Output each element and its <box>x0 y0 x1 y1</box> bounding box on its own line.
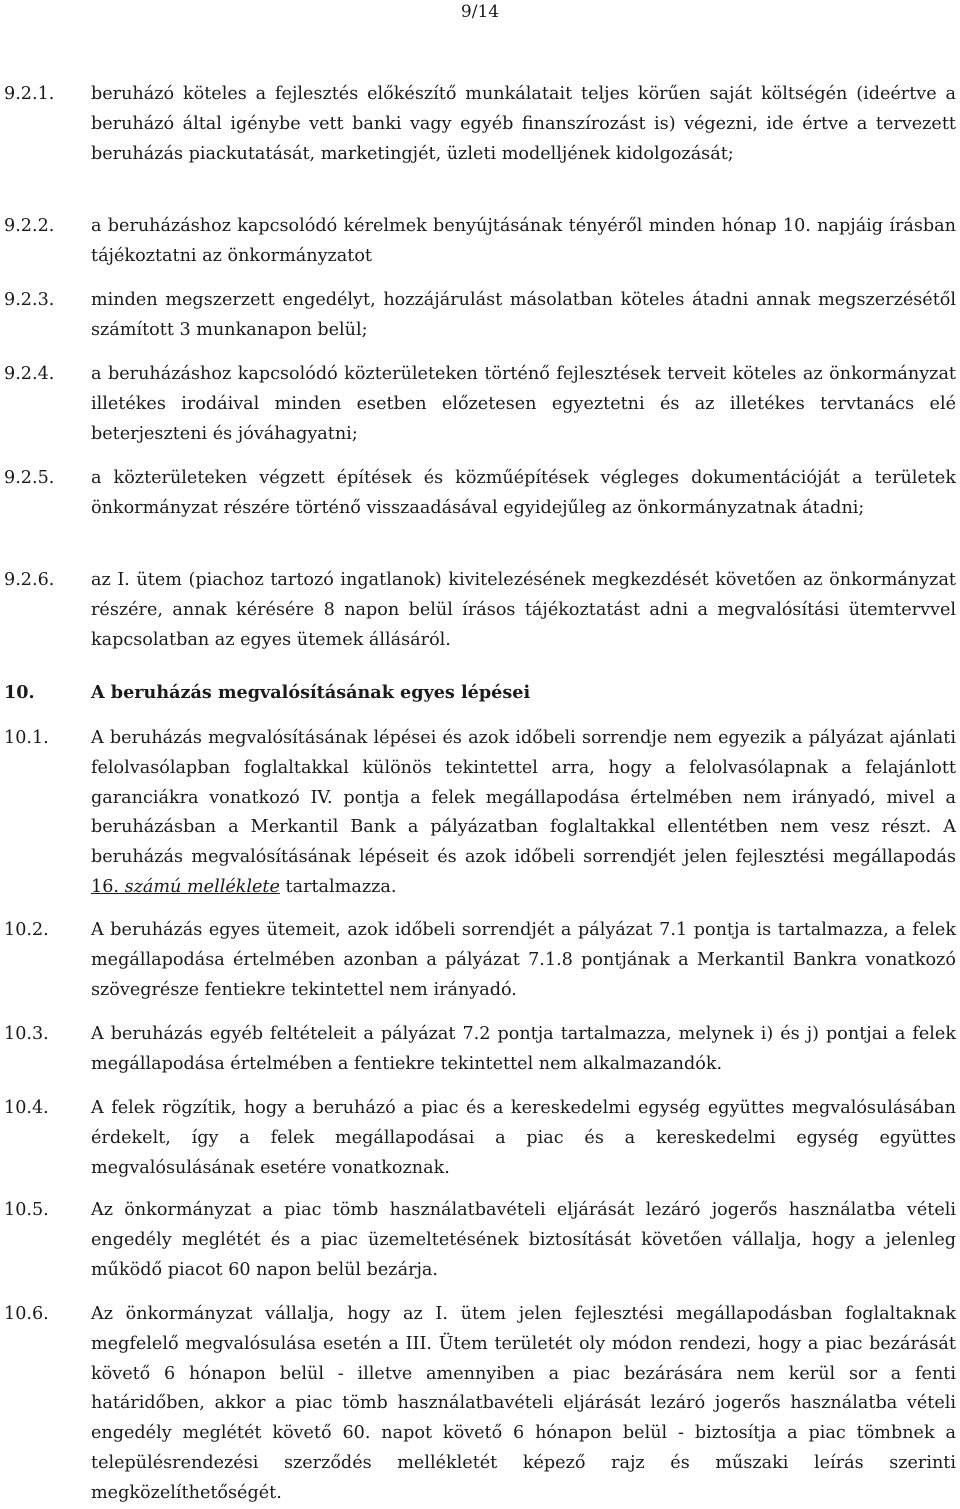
clause-text: a közterületeken végzett építések és közműépítések végleges dokumentációját a területek önkormányzat részére történő visszaadásával egyidejűleg az önkormányzatnak átadni; <box>91 468 956 518</box>
clause-number: 10.3. <box>4 1024 49 1044</box>
clause-number: 10.1. <box>4 728 49 748</box>
clause-text: A beruházás egyes ütemeit, azok időbeli sorrendjét a pályázat 7.1 pontja is tartalmazza, a felek megállapodása értelmében azonban a pályázat 7.1.8 pontjának a Merkantil Bankra vonatkozó szövegrésze fentiekre tekintettel nem irányadó. <box>91 920 956 1000</box>
clause-number: 9.2.4. <box>4 364 55 384</box>
clause-text: az I. ütem (piachoz tartozó ingatlanok) kivitelezésének megkezdését követően az önkormányzat részére, annak kérésére 8 napon belül írásos tájékoztatást adni a megvalósítási ütemtervvel kapcsolatban az egyes ütemek állásáról. <box>91 570 956 650</box>
clause-text-after: tartalmazza. <box>279 876 397 897</box>
section-title: A beruházás megvalósításának egyes lépései <box>91 682 531 703</box>
clause-number: 10.2. <box>4 920 49 940</box>
clause-number: 10.6. <box>4 1304 49 1324</box>
clause-text: a beruházáshoz kapcsolódó kérelmek benyújtásának tényéről minden hónap 10. napjáig írásban tájékoztatni az önkormányzatot <box>91 216 956 266</box>
annex-link-text[interactable]: számú melléklete <box>124 876 280 897</box>
page-number: 9/14 <box>460 2 500 22</box>
clause-number: 10.5. <box>4 1200 49 1220</box>
clause-number: 9.2.6. <box>4 570 55 590</box>
clause-text: a beruházáshoz kapcsolódó közterületeken történő fejlesztések terveit köteles az önkormányzat illetékes irodáival minden esetben előzetesen egyeztetni és az illetékes tervtanács elé beterjeszteni és jóváhagyatni; <box>91 364 956 444</box>
clause-text: A felek rögzítik, hogy a beruházó a piac és a kereskedelmi egység együttes megvalósulásában érdekelt, így a felek megállapodásai a piac és a kereskedelmi egység együttes megvalósulásának esetére vonatkoznak. <box>91 1098 956 1178</box>
clause-text-before: A beruházás megvalósításának lépései és azok időbeli sorrendje nem egyezik a pályázat ajánlati felolvasólapban foglaltakkal különös tekintettel arra, hogy a felolvasólapnak a felajánlott garanciákra vonatkozó IV. pontja a felek megállapodása értelmében nem irányadó, mivel a beruházásban a Merkantil Bank a pályázatban foglaltakkal ellentétben nem vesz részt. A beruházás megvalósításának lépéseit és azok időbeli sorrendjét jelen fejlesztési megállapodás <box>91 728 956 868</box>
clause-number: 9.2.2. <box>4 216 55 236</box>
annex-link-number[interactable]: 16. <box>91 876 119 897</box>
clause-number: 9.2.3. <box>4 290 55 310</box>
clause-number: 9.2.5. <box>4 468 55 488</box>
clause-number: 10.4. <box>4 1098 49 1118</box>
clause-text: beruházó köteles a fejlesztés előkészítő munkálatait teljes körűen saját költségén (ideértve a beruházó által igénybe vett banki vagy egyéb finanszírozást is) végezni, ide értve a tervezett beruházás piackutatását, marketingjét, üzleti modelljének kidolgozását; <box>91 84 956 164</box>
clause-number: 9.2.1. <box>4 84 55 104</box>
clause-text: A beruházás egyéb feltételeit a pályázat 7.2 pontja tartalmazza, melynek i) és j) pontjai a felek megállapodása értelmében a fentiekre tekintettel nem alkalmazandók. <box>91 1024 956 1074</box>
clause-text: Az önkormányzat vállalja, hogy az I. ütem jelen fejlesztési megállapodásban foglaltaknak megfelelő megvalósulása esetén a III. Ütem területét oly módon rendezi, hogy a piac bezárását követő 6 hónapon belül - illetve amennyiben a piac bezárására nem kerül sor a fenti határidőben, akkor a piac tömb használatbavételi eljárását lezáró jogerős használatba vételi engedély meglétét követő 60. napot követő 6 hónapon belül - biztosítja a piac tömbnek a településrendezési szerződés mellékletét képező rajz és műszaki leírás szerinti megközelíthetőségét. <box>91 1304 956 1503</box>
clause-text <box>91 724 956 903</box>
clause-text: minden megszerzett engedélyt, hozzájárulást másolatban köteles átadni annak megszerzésétől számított 3 munkanapon belül; <box>91 290 956 340</box>
section-number: 10. <box>4 682 35 703</box>
clause-text: Az önkormányzat a piac tömb használatbavételi eljárását lezáró jogerős használatba vételi engedély meglétét és a piac üzemeltetésének biztosítását követően vállalja, hogy a jelenleg működő piacot 60 napon belül bezárja. <box>91 1200 956 1280</box>
